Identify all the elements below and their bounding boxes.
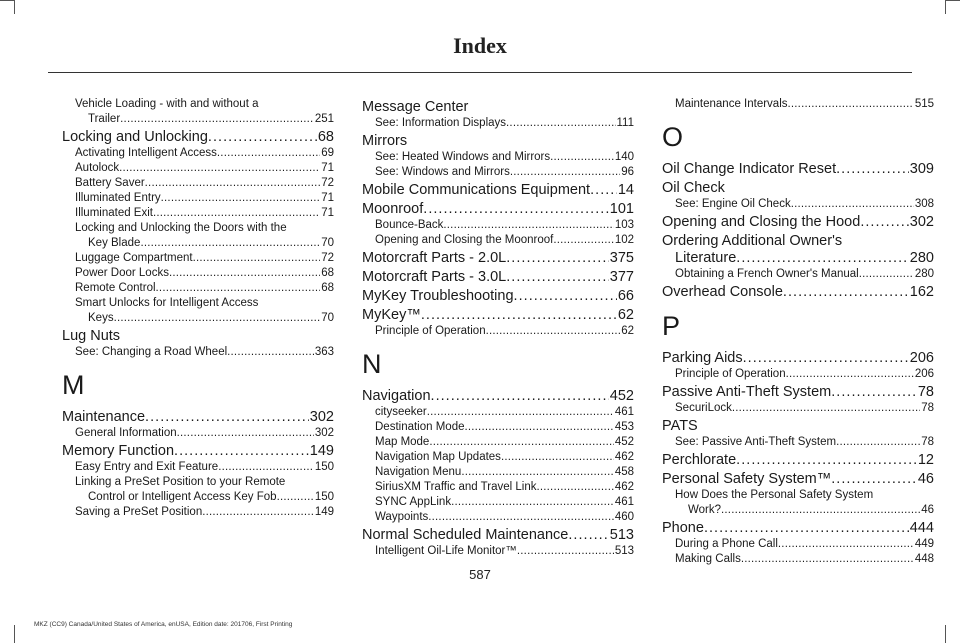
entry-page: 452 bbox=[609, 388, 634, 404]
entry-label: Personal Safety System™ bbox=[662, 471, 832, 487]
entry-label: Navigation Map Updates bbox=[375, 451, 501, 463]
leader-dots bbox=[836, 435, 920, 450]
entry-label: During a Phone Call bbox=[675, 538, 778, 550]
leader-dots bbox=[831, 384, 917, 401]
entry-page: 461 bbox=[614, 406, 634, 418]
entry-page: 363 bbox=[314, 346, 334, 358]
entry-label: Moonroof bbox=[362, 201, 424, 217]
index-entry[interactable] bbox=[362, 435, 634, 450]
index-entry[interactable] bbox=[662, 284, 934, 301]
section-letter: N bbox=[362, 349, 382, 379]
entry-label: Motorcraft Parts - 2.0L bbox=[362, 250, 507, 266]
crop-mark bbox=[0, 0, 14, 1]
leader-dots bbox=[429, 435, 613, 450]
index-entry[interactable] bbox=[362, 450, 634, 465]
index-entry-wrapped[interactable] bbox=[62, 296, 334, 326]
index-entry[interactable] bbox=[362, 544, 634, 559]
index-heading: Lug Nuts bbox=[62, 328, 121, 344]
leader-dots bbox=[783, 284, 909, 301]
leader-dots bbox=[568, 527, 608, 544]
entry-label: See: Engine Oil Check bbox=[675, 198, 791, 210]
leader-dots bbox=[174, 443, 309, 460]
entry-label: See: Heated Windows and Mirrors bbox=[375, 151, 551, 163]
entry-page: 71 bbox=[321, 192, 334, 204]
entry-label: Intelligent Oil-Life Monitor™ bbox=[375, 545, 517, 557]
entry-label: Waypoints bbox=[375, 511, 429, 523]
index-entry[interactable] bbox=[362, 420, 634, 435]
entry-page: 12 bbox=[917, 452, 934, 468]
entry-page: 101 bbox=[609, 201, 634, 217]
index-column-3 bbox=[662, 97, 934, 567]
entry-label: Keys bbox=[88, 312, 114, 324]
entry-label: Opening and Closing the Moonroof bbox=[375, 234, 554, 246]
crop-mark bbox=[946, 0, 960, 1]
entry-label: Mobile Communications Equipment bbox=[362, 182, 591, 198]
leader-dots bbox=[721, 503, 920, 518]
index-heading: PATS bbox=[662, 418, 698, 434]
index-entry-wrapped[interactable] bbox=[662, 488, 934, 518]
entry-label: Perchlorate bbox=[662, 452, 737, 468]
entry-page: 462 bbox=[614, 481, 634, 493]
entry-page: 66 bbox=[617, 288, 634, 304]
index-entry[interactable] bbox=[662, 97, 934, 112]
leader-dots bbox=[537, 480, 614, 495]
index-entry[interactable] bbox=[75, 112, 334, 127]
entry-page: 302 bbox=[909, 214, 934, 230]
leader-dots bbox=[120, 112, 314, 127]
entry-page: 280 bbox=[914, 268, 934, 280]
entry-page: 62 bbox=[617, 307, 634, 323]
entry-label: Navigation bbox=[362, 388, 431, 404]
entry-label: Oil Change Indicator Reset bbox=[662, 161, 837, 177]
entry-label: Normal Scheduled Maintenance bbox=[362, 527, 569, 543]
index-entry[interactable] bbox=[62, 443, 334, 460]
leader-dots bbox=[277, 490, 314, 505]
entry-page: 140 bbox=[614, 151, 634, 163]
entry-page: 68 bbox=[321, 282, 334, 294]
page-title: Index bbox=[453, 33, 507, 58]
entry-label: Easy Entry and Exit Feature bbox=[75, 461, 219, 473]
index-entry[interactable] bbox=[62, 129, 334, 146]
leader-dots bbox=[741, 552, 914, 567]
entry-page: 453 bbox=[614, 421, 634, 433]
index-entry[interactable] bbox=[662, 267, 934, 282]
crop-mark bbox=[14, 0, 15, 14]
entry-page: 68 bbox=[321, 267, 334, 279]
entry-page: 46 bbox=[921, 504, 934, 516]
edition-info: MKZ (CC9) Canada/United States of America, enUSA, Edition date: 201706, First Printing bbox=[34, 621, 293, 628]
leader-dots bbox=[423, 201, 609, 218]
entry-label-line: Smart Unlocks for Intelligent Access bbox=[75, 297, 259, 309]
entry-page: 78 bbox=[921, 402, 934, 414]
index-entry-wrapped[interactable] bbox=[62, 221, 334, 251]
entry-label: Control or Intelligent Access Key Fob bbox=[88, 491, 277, 503]
entry-page: 150 bbox=[314, 491, 334, 503]
entry-label: See: Passive Anti-Theft System bbox=[675, 436, 837, 448]
index-entry[interactable] bbox=[62, 176, 334, 191]
entry-label: Passive Anti-Theft System bbox=[662, 384, 832, 400]
entry-label: Literature bbox=[675, 250, 737, 266]
entry-label: cityseeker bbox=[375, 406, 427, 418]
index-entry[interactable] bbox=[362, 116, 634, 131]
index-entry[interactable] bbox=[662, 471, 934, 488]
entry-label: Battery Saver bbox=[75, 177, 145, 189]
index-entry[interactable] bbox=[362, 233, 634, 248]
index-entry[interactable] bbox=[662, 161, 934, 178]
index-entry[interactable] bbox=[662, 435, 934, 450]
entry-page: 150 bbox=[314, 461, 334, 473]
entry-label: General Information bbox=[75, 427, 177, 439]
index-entry[interactable] bbox=[62, 266, 334, 281]
leader-dots bbox=[169, 266, 320, 281]
index-entry[interactable] bbox=[662, 520, 934, 537]
index-entry[interactable] bbox=[75, 311, 334, 326]
leader-dots bbox=[461, 465, 614, 480]
leader-dots bbox=[431, 388, 609, 405]
index-entry[interactable] bbox=[62, 191, 334, 206]
leader-dots bbox=[193, 251, 321, 266]
page-number: 587 bbox=[469, 567, 491, 582]
entry-page: 308 bbox=[914, 198, 934, 210]
index-entry[interactable] bbox=[362, 218, 634, 233]
index-entry[interactable] bbox=[62, 345, 334, 360]
entry-page: 280 bbox=[909, 250, 934, 266]
index-entry[interactable] bbox=[362, 182, 634, 199]
entry-label-line: Linking a PreSet Position to your Remote bbox=[75, 476, 286, 488]
entry-page: 149 bbox=[314, 506, 334, 518]
entry-page: 62 bbox=[621, 325, 634, 337]
leader-dots bbox=[788, 97, 914, 112]
entry-label: Map Mode bbox=[375, 436, 430, 448]
entry-page: 444 bbox=[909, 520, 934, 536]
index-entry[interactable] bbox=[62, 146, 334, 161]
leader-dots bbox=[736, 250, 909, 267]
leader-dots bbox=[145, 176, 321, 191]
leader-dots bbox=[732, 401, 920, 416]
entry-label: See: Information Displays bbox=[375, 117, 507, 129]
leader-dots bbox=[451, 495, 614, 510]
leader-dots bbox=[114, 311, 321, 326]
entry-page: 251 bbox=[314, 113, 334, 125]
entry-label-line: Locking and Unlocking the Doors with the bbox=[75, 222, 287, 234]
entry-page: 513 bbox=[614, 545, 634, 557]
entry-page: 68 bbox=[317, 129, 334, 145]
leader-dots bbox=[227, 345, 314, 360]
leader-dots bbox=[778, 537, 914, 552]
index-entry[interactable] bbox=[362, 250, 634, 267]
entry-label: See: Changing a Road Wheel bbox=[75, 346, 228, 358]
crop-mark bbox=[945, 0, 946, 14]
leader-dots bbox=[791, 197, 914, 212]
leader-dots bbox=[506, 250, 609, 267]
entry-page: 460 bbox=[614, 511, 634, 523]
entry-page: 452 bbox=[614, 436, 634, 448]
index-entry[interactable] bbox=[362, 388, 634, 405]
index-entry[interactable] bbox=[62, 409, 334, 426]
entry-page: 69 bbox=[321, 147, 334, 159]
leader-dots bbox=[177, 426, 314, 441]
entry-page: 111 bbox=[616, 117, 634, 129]
index-entry[interactable] bbox=[62, 206, 334, 221]
entry-label: Bounce-Back bbox=[375, 219, 444, 231]
index-entry[interactable] bbox=[62, 281, 334, 296]
entry-page: 149 bbox=[309, 443, 334, 459]
entry-label: Saving a PreSet Position bbox=[75, 506, 203, 518]
index-entry[interactable] bbox=[362, 324, 634, 339]
leader-dots bbox=[506, 269, 609, 286]
entry-page: 206 bbox=[914, 368, 934, 380]
index-entry[interactable] bbox=[362, 405, 634, 420]
entry-label: SYNC AppLink bbox=[375, 496, 452, 508]
entry-label: Maintenance Intervals bbox=[675, 98, 788, 110]
entry-label: Principle of Operation bbox=[675, 368, 786, 380]
entry-label: Activating Intelligent Access bbox=[75, 147, 217, 159]
entry-label: MyKey™ bbox=[362, 307, 421, 323]
entry-label: Locking and Unlocking bbox=[62, 129, 208, 145]
entry-page: 206 bbox=[909, 350, 934, 366]
leader-dots bbox=[786, 367, 914, 382]
entry-page: 309 bbox=[909, 161, 934, 177]
leader-dots bbox=[506, 116, 615, 131]
index-entry[interactable] bbox=[662, 197, 934, 212]
entry-label: MyKey Troubleshooting bbox=[362, 288, 514, 304]
entry-label: Obtaining a French Owner's Manual bbox=[675, 268, 859, 280]
leader-dots bbox=[550, 150, 614, 165]
index-entry[interactable] bbox=[662, 367, 934, 382]
leader-dots bbox=[836, 161, 909, 178]
entry-page: 461 bbox=[614, 496, 634, 508]
entry-label-line: Ordering Additional Owner's bbox=[662, 233, 843, 249]
leader-dots bbox=[427, 405, 614, 420]
leader-dots bbox=[145, 409, 309, 426]
entry-label: Remote Control bbox=[75, 282, 156, 294]
index-entry[interactable] bbox=[362, 288, 634, 305]
entry-page: 375 bbox=[609, 250, 634, 266]
leader-dots bbox=[218, 460, 314, 475]
index-heading: Oil Check bbox=[662, 180, 725, 196]
entry-label: Key Blade bbox=[88, 237, 141, 249]
entry-label: Motorcraft Parts - 3.0L bbox=[362, 269, 507, 285]
leader-dots bbox=[202, 505, 314, 520]
index-entry[interactable] bbox=[362, 495, 634, 510]
leader-dots bbox=[486, 324, 621, 339]
index-entry[interactable] bbox=[662, 452, 934, 469]
index-entry[interactable] bbox=[662, 384, 934, 401]
index-column-2 bbox=[362, 97, 634, 559]
index-entry-wrapped[interactable] bbox=[662, 233, 934, 267]
index-entry[interactable] bbox=[62, 161, 334, 176]
index-entry[interactable] bbox=[362, 465, 634, 480]
index-entry[interactable] bbox=[362, 269, 634, 286]
index-heading: Message Center bbox=[362, 99, 469, 115]
leader-dots bbox=[859, 267, 914, 282]
entry-page: 71 bbox=[321, 162, 334, 174]
header-divider bbox=[48, 72, 912, 73]
index-entry[interactable] bbox=[62, 505, 334, 520]
entry-page: 70 bbox=[321, 237, 334, 249]
index-entry[interactable] bbox=[362, 510, 634, 525]
leader-dots bbox=[153, 206, 320, 221]
index-heading: Mirrors bbox=[362, 133, 408, 149]
entry-label-line: How Does the Personal Safety System bbox=[675, 489, 874, 501]
entry-page: 96 bbox=[621, 166, 634, 178]
entry-label: Destination Mode bbox=[375, 421, 465, 433]
entry-page: 302 bbox=[309, 409, 334, 425]
leader-dots bbox=[208, 129, 317, 146]
leader-dots bbox=[421, 307, 617, 324]
index-entry[interactable] bbox=[662, 552, 934, 567]
entry-label: Work? bbox=[688, 504, 722, 516]
index-entry[interactable] bbox=[362, 201, 634, 218]
entry-page: 71 bbox=[321, 207, 334, 219]
entry-page: 103 bbox=[614, 219, 634, 231]
entry-label: Memory Function bbox=[62, 443, 175, 459]
leader-dots bbox=[553, 233, 613, 248]
entry-label: Luggage Compartment bbox=[75, 252, 193, 264]
leader-dots bbox=[161, 191, 321, 206]
index-entry[interactable] bbox=[662, 537, 934, 552]
section-letter: P bbox=[662, 311, 681, 341]
crop-mark bbox=[14, 625, 15, 643]
index-entry[interactable] bbox=[62, 251, 334, 266]
entry-label: Navigation Menu bbox=[375, 466, 462, 478]
leader-dots bbox=[590, 182, 617, 199]
entry-page: 70 bbox=[321, 312, 334, 324]
index-entry[interactable] bbox=[62, 426, 334, 441]
leader-dots bbox=[704, 520, 909, 537]
leader-dots bbox=[140, 236, 320, 251]
leader-dots bbox=[736, 452, 917, 469]
entry-page: 102 bbox=[614, 234, 634, 246]
index-entry[interactable] bbox=[362, 307, 634, 324]
index-entry[interactable] bbox=[675, 503, 934, 518]
leader-dots bbox=[510, 165, 620, 180]
entry-label-line: Vehicle Loading - with and without a bbox=[75, 98, 259, 110]
index-entry[interactable] bbox=[662, 214, 934, 231]
index-entry[interactable] bbox=[662, 350, 934, 367]
index-entry[interactable] bbox=[362, 527, 634, 544]
index-entry-wrapped[interactable] bbox=[62, 97, 334, 127]
entry-page: 513 bbox=[609, 527, 634, 543]
entry-page: 78 bbox=[917, 384, 934, 400]
entry-label: Autolock bbox=[75, 162, 120, 174]
leader-dots bbox=[119, 161, 320, 176]
entry-label: Power Door Locks bbox=[75, 267, 169, 279]
index-entry-wrapped[interactable] bbox=[62, 475, 334, 505]
index-entry[interactable] bbox=[62, 460, 334, 475]
entry-label: SecuriLock bbox=[675, 402, 732, 414]
entry-page: 448 bbox=[914, 553, 934, 565]
entry-page: 449 bbox=[914, 538, 934, 550]
entry-label: Illuminated Exit bbox=[75, 207, 153, 219]
section-letter: O bbox=[662, 122, 684, 152]
entry-label: Trailer bbox=[88, 113, 121, 125]
entry-page: 78 bbox=[921, 436, 934, 448]
leader-dots bbox=[517, 544, 614, 559]
leader-dots bbox=[743, 350, 909, 367]
entry-label: Phone bbox=[662, 520, 704, 536]
entry-page: 162 bbox=[909, 284, 934, 300]
leader-dots bbox=[501, 450, 614, 465]
leader-dots bbox=[428, 510, 614, 525]
entry-page: 46 bbox=[917, 471, 934, 487]
leader-dots bbox=[514, 288, 617, 305]
crop-mark bbox=[945, 625, 946, 643]
entry-page: 302 bbox=[314, 427, 334, 439]
entry-label: Parking Aids bbox=[662, 350, 743, 366]
entry-page: 515 bbox=[914, 98, 934, 110]
section-letter: M bbox=[62, 370, 85, 400]
entry-page: 377 bbox=[609, 269, 634, 285]
leader-dots bbox=[465, 420, 614, 435]
entry-label: Principle of Operation bbox=[375, 325, 486, 337]
entry-page: 462 bbox=[614, 451, 634, 463]
index-entry[interactable] bbox=[75, 236, 334, 251]
entry-label: See: Windows and Mirrors bbox=[375, 166, 510, 178]
index-entry[interactable] bbox=[662, 401, 934, 416]
entry-label: Illuminated Entry bbox=[75, 192, 161, 204]
index-entry[interactable] bbox=[75, 490, 334, 505]
entry-label: SiriusXM Traffic and Travel Link bbox=[375, 481, 537, 493]
leader-dots bbox=[156, 281, 321, 296]
entry-label: Maintenance bbox=[62, 409, 146, 425]
leader-dots bbox=[831, 471, 917, 488]
index-entry[interactable] bbox=[362, 165, 634, 180]
index-entry[interactable] bbox=[662, 250, 934, 267]
index-entry[interactable] bbox=[362, 150, 634, 165]
index-column-1 bbox=[62, 97, 334, 520]
entry-page: 14 bbox=[617, 182, 634, 198]
entry-label: Making Calls bbox=[675, 553, 741, 565]
entry-label: Overhead Console bbox=[662, 284, 783, 300]
entry-page: 72 bbox=[321, 177, 334, 189]
leader-dots bbox=[443, 218, 613, 233]
index-entry[interactable] bbox=[362, 480, 634, 495]
entry-label: Opening and Closing the Hood bbox=[662, 214, 861, 230]
leader-dots bbox=[217, 146, 320, 161]
entry-page: 72 bbox=[321, 252, 334, 264]
leader-dots bbox=[860, 214, 908, 231]
entry-page: 458 bbox=[614, 466, 634, 478]
